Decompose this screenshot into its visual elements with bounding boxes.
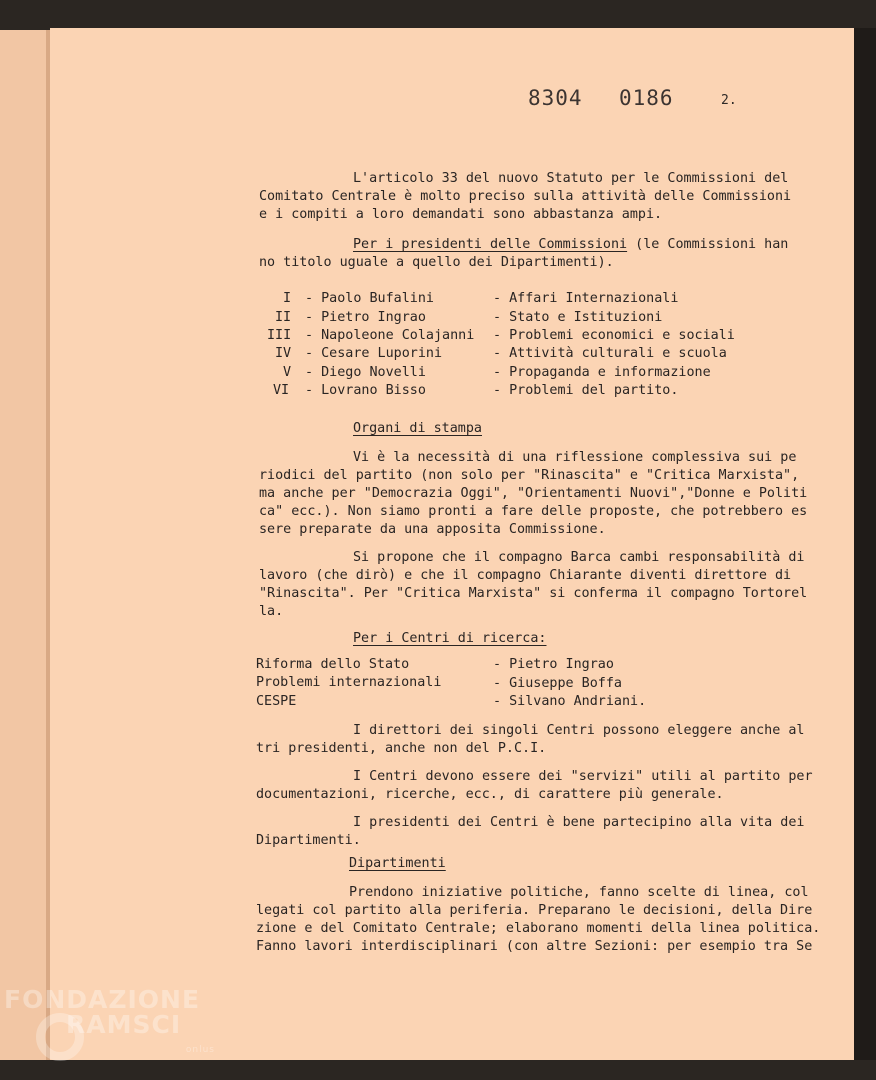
commission-number: III bbox=[267, 328, 292, 343]
stampa-line: la. bbox=[259, 604, 284, 619]
dipartimenti-heading: Dipartimenti bbox=[349, 856, 446, 871]
watermark-line3: onlus bbox=[185, 1045, 215, 1055]
archive-number-right: 0186 bbox=[619, 86, 674, 110]
intro-line: Comitato Centrale è molto preciso sulla attività delle Commissioni bbox=[259, 189, 792, 204]
centro-director: - Silvano Andriani. bbox=[493, 694, 647, 709]
centro-name: Riforma dello Stato bbox=[256, 657, 410, 672]
previous-page-edge bbox=[0, 30, 46, 1060]
commission-president: - Paolo Bufalini bbox=[305, 291, 434, 306]
intro-line: L'articolo 33 del nuovo Statuto per le Commissioni del bbox=[353, 171, 789, 186]
commission-number: VI bbox=[273, 383, 290, 398]
dipartimenti-line: legati col partito alla periferia. Preparano le decisioni, della Dire bbox=[256, 903, 813, 918]
stampa-line: riodici del partito (non solo per "Rinascita" e "Critica Marxista", bbox=[259, 468, 800, 483]
centro-name: Problemi internazionali bbox=[256, 675, 442, 690]
watermark bbox=[4, 985, 219, 1055]
watermark-line1: FONDAZIONE bbox=[4, 985, 201, 1014]
dipartimenti-line: Fanno lavori interdisciplinari (con altre Sezioni: per esempio tra Se bbox=[256, 939, 813, 954]
commission-area: - Affari Internazionali bbox=[493, 291, 679, 306]
presidents-line: no titolo uguale a quello dei Dipartimenti). bbox=[259, 255, 614, 270]
centri-line: tri presidenti, anche non del P.C.I. bbox=[256, 741, 547, 756]
commission-number: IV bbox=[275, 346, 292, 361]
centro-director: - Pietro Ingrao bbox=[493, 657, 614, 672]
centri-line: Dipartimenti. bbox=[256, 833, 361, 848]
commission-president: - Lovrano Bisso bbox=[305, 383, 426, 398]
commission-number: V bbox=[283, 365, 292, 380]
commission-president: - Cesare Luporini bbox=[305, 346, 443, 361]
page-number: 2. bbox=[721, 93, 737, 108]
commission-number: II bbox=[275, 310, 292, 325]
commission-area: - Problemi economici e sociali bbox=[493, 328, 735, 343]
centri-heading: Per i Centri di ricerca: bbox=[353, 631, 547, 646]
commission-area: - Attività culturali e scuola bbox=[493, 346, 727, 361]
dipartimenti-line: zione e del Comitato Centrale; elaborano momenti della linea politica. bbox=[256, 921, 821, 936]
dipartimenti-line: Prendono iniziative politiche, fanno scelte di linea, col bbox=[349, 885, 809, 900]
commission-president: - Napoleone Colajanni bbox=[305, 328, 475, 343]
centro-director: - Giuseppe Boffa bbox=[493, 676, 622, 691]
presidents-heading-rest: (le Commissioni han bbox=[627, 237, 789, 252]
stampa-line: Si propone che il compagno Barca cambi responsabilità di bbox=[353, 550, 805, 565]
commission-number: I bbox=[283, 291, 292, 306]
stampa-line: Vi è la necessità di una riflessione complessiva sui pe bbox=[353, 450, 797, 465]
intro-line: e i compiti a loro demandati sono abbastanza ampi. bbox=[259, 207, 663, 222]
commission-president: - Diego Novelli bbox=[305, 365, 426, 380]
centro-name: CESPE bbox=[256, 694, 297, 709]
commission-area: - Problemi del partito. bbox=[493, 383, 679, 398]
archive-number-left: 8304 bbox=[528, 86, 583, 110]
commission-area: - Propaganda e informazione bbox=[493, 365, 711, 380]
stampa-line: ma anche per "Democrazia Oggi", "Orientamenti Nuovi","Donne e Politi bbox=[259, 486, 808, 501]
presidents-heading: Per i presidenti delle Commissioni bbox=[353, 237, 628, 252]
presidents-heading-line bbox=[353, 236, 788, 255]
centri-line: I direttori dei singoli Centri possono eleggere anche al bbox=[353, 723, 805, 738]
commission-president: - Pietro Ingrao bbox=[305, 310, 426, 325]
stampa-line: lavoro (che dirò) e che il compagno Chiarante diventi direttore di bbox=[259, 568, 792, 583]
watermark-line2: RAMSCI bbox=[66, 1010, 182, 1039]
commission-area: - Stato e Istituzioni bbox=[493, 310, 663, 325]
stampa-line: sere preparate da una apposita Commissione. bbox=[259, 522, 606, 537]
centri-line: documentazioni, ricerche, ecc., di carattere più generale. bbox=[256, 787, 724, 802]
stampa-line: "Rinascita". Per "Critica Marxista" si conferma il compagno Tortorel bbox=[259, 586, 808, 601]
centri-line: I presidenti dei Centri è bene partecipino alla vita dei bbox=[353, 815, 805, 830]
stampa-heading: Organi di stampa bbox=[353, 421, 482, 436]
centri-line: I Centri devono essere dei "servizi" utili al partito per bbox=[353, 769, 813, 784]
stampa-line: ca" ecc.). Non siamo pronti a fare delle proposte, che potrebbero es bbox=[259, 504, 808, 519]
page-shadow bbox=[854, 28, 876, 1060]
